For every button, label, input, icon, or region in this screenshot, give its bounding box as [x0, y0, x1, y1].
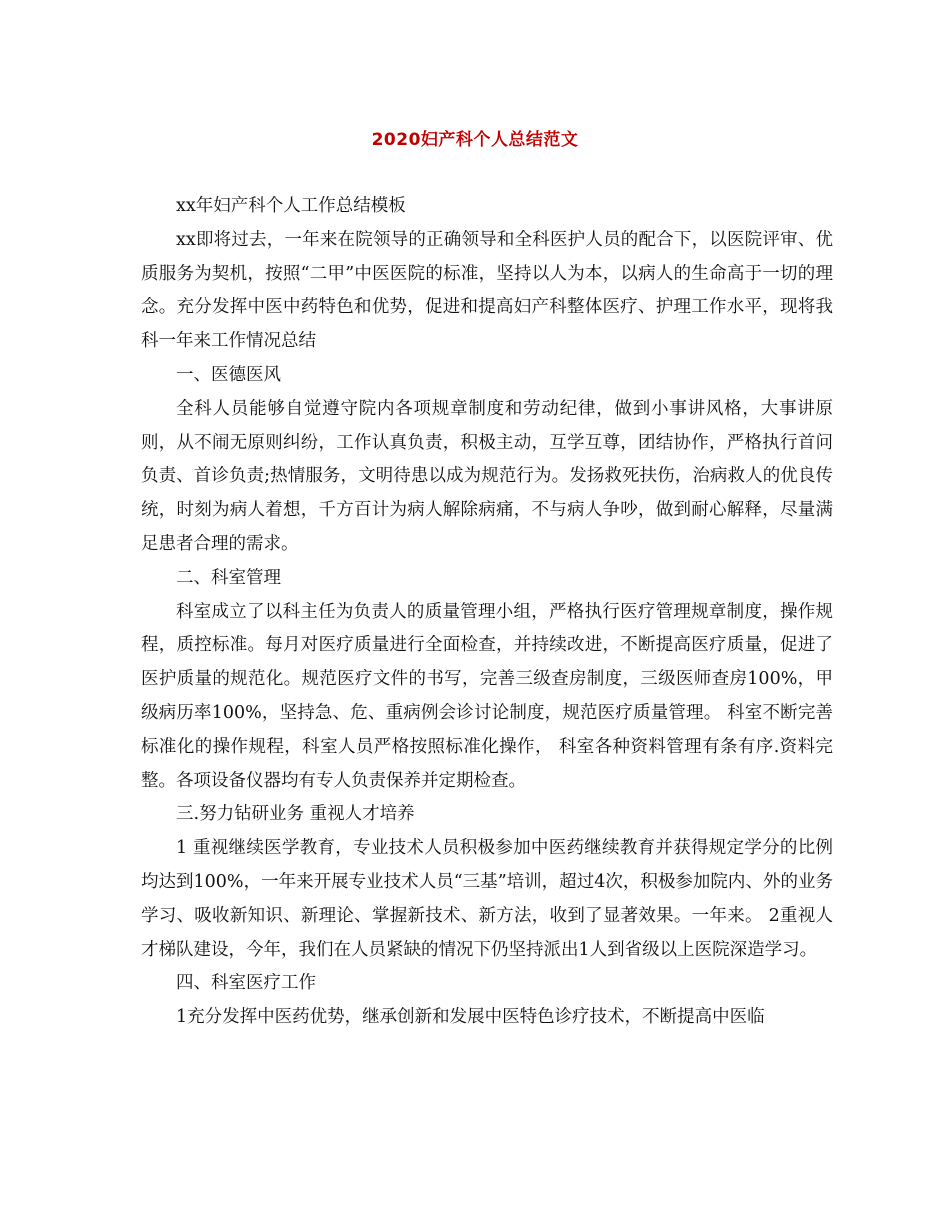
- section-heading-training: 三.努力钻研业务 重视人才培养: [176, 804, 415, 825]
- paragraph-management: 科室成立了以科主任为负责人的质量管理小组，严格执行医疗管理规章制度，操作规程，质控标准。每月对医疗质量进行全面检查，并持续改进，不断提高医疗质量，促进了医护质量的规范化。规范医疗文件的书写，完善三级查房制度，三级医师查房100%，甲级病历率100%，坚持急、危、重病例会诊讨论制度，规范医疗质量管理。 科室不断完善标准化的操作规程，科室人员严格按照标准化操作， 科室各种资料管理有条有序.资料完整。各项设备仪器均有专人负责保养并定期检查。: [141, 601, 833, 791]
- document-body: [141, 190, 833, 1035]
- section-heading-ethics: 一、医德医风: [176, 364, 281, 385]
- section-heading-medical-work: 四、科室医疗工作: [176, 973, 316, 994]
- paragraph-medical-work: 1充分发挥中医药优势，继承创新和发展中医特色诊疗技术，不断提高中医临: [176, 1007, 765, 1028]
- paragraph-ethics: 全科人员能够自觉遵守院内各项规章制度和劳动纪律，做到小事讲风格，大事讲原则，从不闹无原则纠纷，工作认真负责，积极主动，互学互尊，团结协作，严格执行首问负责、首诊负责;热情服务，文明待患以成为规范行为。发扬救死扶伤，治病救人的优良传统，时刻为病人着想，千方百计为病人解除病痛，不与病人争吵，做到耐心解释，尽量满足患者合理的需求。: [141, 398, 833, 554]
- document-title: 2020妇产科个人总结范文: [371, 130, 579, 150]
- paragraph-subtitle: xx年妇产科个人工作总结模板: [176, 196, 406, 216]
- section-heading-management: 二、科室管理: [176, 567, 281, 588]
- paragraph-training: 1 重视继续医学教育，专业技术人员积极参加中医药继续教育并获得规定学分的比例均达到100%，一年来开展专业技术人员“三基”培训，超过4次，积极参加院内、外的业务学习、吸收新知识、新理论、掌握新技术、新方法，收到了显著效果。一年来。 2重视人才梯队建设，今年，我们在人员紧缺的情况下仍坚持派出1人到省级以上医院深造学习。: [141, 838, 833, 960]
- paragraph-intro: xx即将过去，一年来在院领导的正确领导和全科医护人员的配合下，以医院评审、优质服务为契机，按照“二甲”中医医院的标准，坚持以人为本，以病人的生命高于一切的理念。充分发挥中医中药特色和优势，促进和提高妇产科整体医疗、护理工作水平，现将我科一年来工作情况总结: [141, 229, 833, 352]
